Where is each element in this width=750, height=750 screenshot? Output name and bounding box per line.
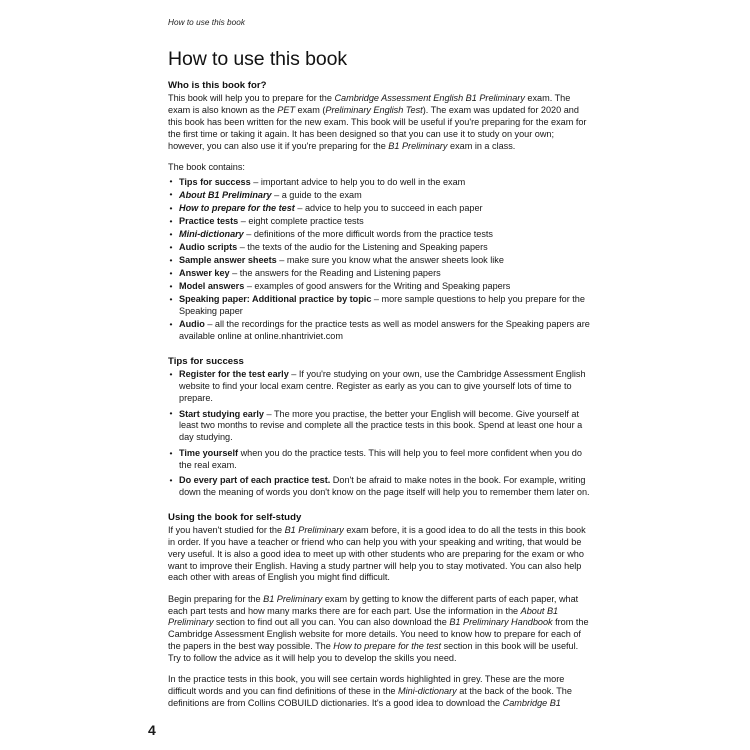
list-item — [168, 281, 592, 293]
list-item — [168, 190, 592, 202]
list-item — [168, 177, 592, 189]
section-heading-tips-for-success: Tips for success — [168, 356, 244, 368]
list-item-description: – eight complete practice tests — [238, 215, 364, 226]
list-item — [168, 475, 592, 499]
italic-phrase: About B1 Preliminary — [179, 189, 272, 200]
italic-phrase: How to prepare for the test — [179, 202, 295, 213]
list-item — [168, 242, 592, 254]
list-item — [168, 255, 592, 267]
italic-phrase: Mini-dictionary — [179, 228, 244, 239]
list-item — [168, 448, 592, 472]
italic-phrase: How to prepare for the test — [333, 641, 442, 652]
paragraph-self-study-2: Begin preparing for the B1 Preliminary exam by getting to know the different parts of each paper, what each part tests and how many marks there are for each part. Use the information in the About B1 Preliminary section to find out all you can. You can also download the B1 Preliminary Handbook from the Cambridge Assessment English website for more details. You need to know how to prepare for each of the papers in the best way possible. The How to prepare for the test section in this book will be useful. Try to follow the advice as it will help you to develop the skills you need. — [168, 593, 589, 663]
list-item — [168, 229, 592, 241]
list-item-term: Answer key — [179, 268, 230, 279]
list-book-contains — [168, 177, 592, 344]
list-item — [168, 319, 592, 343]
paragraph-who-is-this-book-for: This book will help you to prepare for the Cambridge Assessment English B1 Preliminary exam. The exam is also known as the PET exam (Preliminary English Test). The exam was updated for 2020 and this book has been written for the new exam. This book will be useful if you're preparing for the exam for the first time or taking it again. It has been designed so that you can use it to study on your own; however, you can also use it if you're preparing for the B1 Preliminary exam in a class. — [168, 93, 587, 151]
page-title: How to use this book — [168, 48, 348, 70]
list-item-term — [179, 190, 272, 200]
list-item-description: – important advice to help you to do well in the exam — [250, 176, 466, 187]
italic-phrase: Cambridge B1 — [502, 698, 561, 708]
list-item-term: Start studying early — [179, 408, 264, 419]
list-item — [168, 203, 592, 215]
list-item — [168, 268, 592, 280]
list-item-term — [179, 203, 295, 213]
section-heading-using-the-book-for-self-study: Using the book for self-study — [168, 512, 302, 524]
page-number: 4 — [148, 722, 156, 738]
list-item-term: Practice tests — [179, 215, 239, 226]
list-item-term — [179, 229, 244, 239]
list-item-term: Speaking paper: Additional practice by topic — [179, 294, 372, 305]
list-item-description: – definitions of the more difficult words from the practice tests — [243, 228, 493, 239]
section-heading-who-is-this-book-for: Who is this book for? — [168, 80, 267, 92]
list-item-description: – The more you practise, the better your English will become. Give yourself at least two months to revise and complete all the practice tests in this book. Spend at least one hour a day studying. — [179, 408, 583, 443]
italic-phrase: B1 Preliminary — [388, 140, 448, 151]
paragraph-self-study-3: In the practice tests in this book, you will see certain words highlighted in grey. These are the more difficult words and you can find definitions of these in the Mini-dictionary at the back of the book. The definitions are from Collins COBUILD dictionaries. It's a good idea to download the Cambridge B1 — [168, 674, 572, 708]
italic-phrase: B1 Preliminary — [263, 593, 323, 604]
list-item-description: – more sample questions to help you prepare for the Speaking paper — [179, 294, 585, 317]
italic-phrase: Preliminary English Test — [325, 105, 423, 116]
italic-phrase: About B1 Preliminary — [168, 605, 559, 628]
page-content — [168, 18, 592, 719]
list-item-term: Audio — [179, 319, 205, 330]
list-item — [168, 369, 592, 405]
list-item-term: Audio scripts — [179, 242, 238, 252]
italic-phrase: B1 Preliminary — [284, 525, 344, 536]
list-item-description: Don't be afraid to make notes in the book. For example, writing down the meaning of words you don't know on the page itself will help you to remember them later on. — [179, 475, 590, 498]
list-item-term: Model answers — [179, 281, 245, 292]
list-item — [168, 409, 592, 445]
list-item-description: – the texts of the audio for the Listening and Speaking papers — [237, 242, 488, 252]
list-item-description: – make sure you know what the answer sheets look like — [276, 255, 504, 266]
list-item-term: Sample answer sheets — [179, 255, 277, 266]
list-item-description: when you do the practice tests. This will help you to feel more confident when you do the real exam. — [179, 447, 582, 470]
list-item-description: – examples of good answers for the Writing and Speaking papers — [244, 281, 511, 292]
list-tips-for-success — [168, 369, 592, 499]
italic-phrase: Cambridge Assessment English B1 Preliminary — [334, 93, 525, 104]
italic-phrase: Mini-dictionary — [398, 686, 457, 697]
paragraph-book-contains-intro: The book contains: — [168, 162, 245, 173]
list-item-description: – a guide to the exam — [271, 189, 362, 200]
list-item-term: Tips for success — [179, 176, 251, 187]
italic-phrase: PET — [277, 105, 296, 116]
list-item — [168, 216, 592, 228]
list-item-description: – If you're studying on your own, use the Cambridge Assessment English website to find your local exam centre. Register as early as you can to give yourself lots of time to prepare. — [179, 369, 586, 403]
italic-phrase: B1 Preliminary Handbook — [449, 617, 553, 628]
list-item-description: – advice to help you to succeed in each paper — [294, 202, 483, 213]
paragraph-self-study-1: If you haven't studied for the B1 Preliminary exam before, it is a good idea to do all the tests in this book in order. If you have a teacher or friend who can help you with your speaking and writing, that would be very useful. It is also a good idea to meet up with other students who are preparing for the exam or who want to improve their English. Having a study partner will help you to stay motivated. You can also help each other with areas of English you might find difficult. — [168, 525, 586, 583]
list-item-term: Do every part of each practice test. — [179, 475, 331, 486]
list-item-description: – all the recordings for the practice tests as well as model answers for the Speaking papers are available online at online.nhantriviet.com — [179, 319, 590, 342]
list-item — [168, 294, 592, 318]
running-head: How to use this book — [168, 18, 246, 27]
list-item-description: – the answers for the Reading and Listening papers — [229, 268, 441, 279]
list-item-term: Time yourself — [179, 447, 239, 458]
list-item-term: Register for the test early — [179, 369, 289, 380]
